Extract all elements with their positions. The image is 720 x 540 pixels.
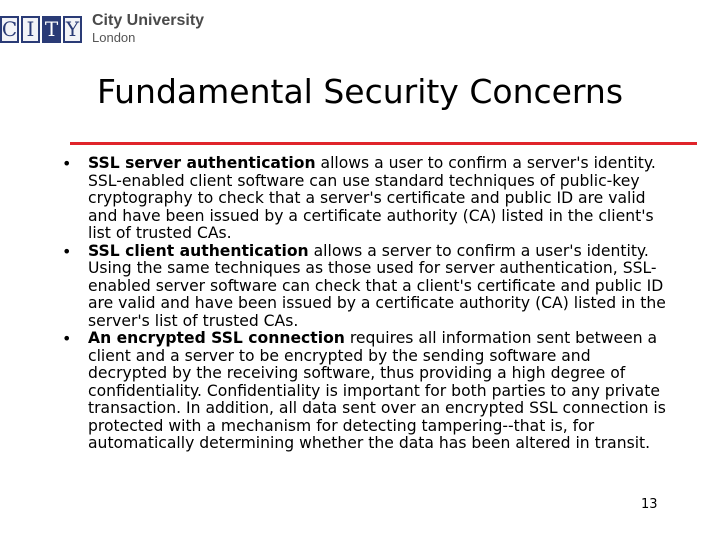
logo-letter-c: C [1,17,18,41]
page-number: 13 [641,497,658,512]
logo-letter-i: I [21,16,40,43]
bullet-dot-icon: • [62,154,72,173]
bullet-text: allows a user to confirm a server's identity. SSL-enabled client software can use standard techniques of public-key cryptography to check that a server's certificate and public ID are valid and have been issued by a certificate authority (CA) listed in the client's list of trusted CAs. [88,154,656,242]
logo-text [92,12,204,46]
bullet-item-client-auth [60,243,670,331]
logo-letter-y: Y [63,16,82,43]
title-divider [70,142,697,145]
logo-letter-t: T [42,16,61,43]
bullet-term: An encrypted SSL connection [88,329,345,347]
city-university-logo [0,12,204,46]
bullet-dot-icon: • [62,329,72,348]
bullet-term: SSL server authentication [88,154,316,172]
bullet-text: requires all information sent between a client and a server to be encrypted by the sending software and decrypted by the receiving software, thus providing a high degree of confidentiality. Confidentiality is important for both parties to any private transaction. In addition, all data sent over an encrypted SSL connection is protected with a mechanism for detecting tampering--that is, for automatically determining whether the data has been altered in transit. [88,329,666,452]
bullet-item-encrypted-connection [60,330,670,453]
bullet-item-server-auth [60,155,670,243]
logo-university-name: City University [92,12,205,29]
logo-location: London [92,30,136,45]
bullet-term: SSL client authentication [88,241,309,260]
bullet-dot-icon: • [62,241,72,261]
bullet-text: allows a server to confirm a user's identity. Using the same techniques as those used for server authentication, SSL-enabled server software can check that a client's certificate and public ID are valid and have been issued by a certificate authority (CA) listed in the server's list of trusted CAs. [88,241,666,330]
logo-letter-boxes [0,16,84,43]
slide-title: Fundamental Security Concerns [96,72,624,111]
bullet-list [60,155,670,453]
